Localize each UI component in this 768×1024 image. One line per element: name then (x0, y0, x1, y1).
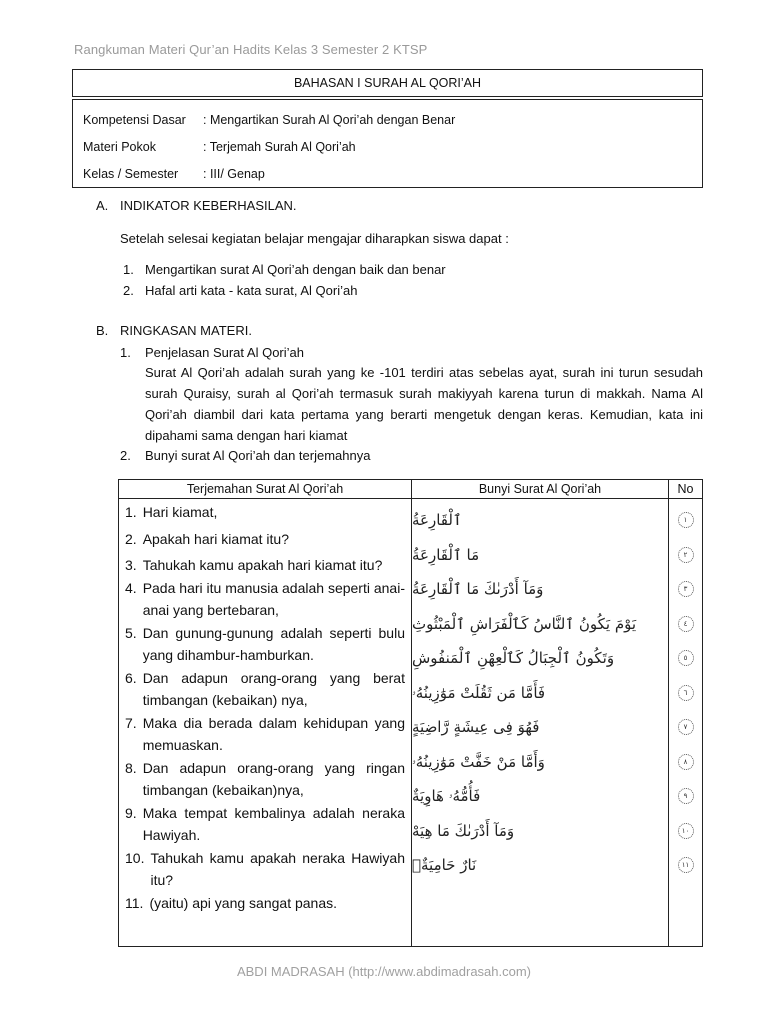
section-a-heading (96, 198, 297, 213)
ayah-marker-icon: ٢ (669, 538, 702, 573)
translation-row: 8. Dan adapun orang-orang yang ringan timbangan (kebaikan)nya, (125, 759, 405, 798)
subsection-title: Penjelasan Surat Al Qori’ah (145, 345, 304, 360)
arabic-verse: نَارٌ حَامِيَةٌۢ (412, 856, 477, 875)
header-arabic: Bunyi Surat Al Qori’ah (412, 480, 669, 498)
indicator-list (123, 259, 446, 301)
info-label: Kelas / Semester (83, 166, 179, 181)
ayah-number-column (669, 499, 702, 947)
ayah-marker-icon: ٤ (669, 607, 702, 642)
info-label: Kompetensi Dasar (83, 112, 186, 127)
ayah-marker-icon: ١ (669, 503, 702, 538)
arabic-verse: فَأُمُّهُۥ هَاوِيَةٌ (412, 787, 481, 806)
ayah-marker-icon: ٣ (669, 572, 702, 607)
ayah-marker-icon: ٧ (669, 710, 702, 745)
ayah-marker-icon: ٨ (669, 745, 702, 780)
subsection-1: 1. Penjelasan Surat Al Qori’ah (120, 345, 304, 360)
translation-row: 3. Tahukah kamu apakah hari kiamat itu? (125, 557, 383, 573)
running-header: Rangkuman Materi Qur’an Hadits Kelas 3 Semester 2 KTSP (74, 42, 428, 57)
ayah-marker-icon: ٩ (669, 779, 702, 814)
translation-row: 7. Maka dia berada dalam kehidupan yang memuaskan. (125, 714, 405, 753)
arabic-column (412, 499, 669, 947)
list-item: 1. Mengartikan surat Al Qori’ah dengan baik dan benar (123, 262, 446, 277)
translation-row: 10. Tahukah kamu apakah neraka Hawiyah itu? (125, 849, 405, 888)
arabic-verse: فَأَمَّا مَن ثَقُلَتْ مَوَٰزِينُهُۥ (412, 683, 546, 702)
info-label: Materi Pokok (83, 139, 156, 154)
info-value: : Mengartikan Surah Al Qori’ah dengan Benar (203, 112, 456, 127)
section-letter: B. (96, 323, 109, 338)
header-no: No (677, 482, 694, 496)
section-letter: A. (96, 198, 109, 213)
info-value: : III/ Genap (203, 166, 265, 181)
table-header (119, 480, 702, 499)
translation-row: 11. (yaitu) api yang sangat panas. (125, 894, 338, 911)
translation-row: 4. Pada hari itu manusia adalah seperti anai-anai yang bertebaran, (125, 579, 405, 618)
section-a-intro: Setelah selesai kegiatan belajar mengajar diharapkan siswa dapat : (120, 231, 509, 246)
section-title: RINGKASAN MATERI. (120, 323, 252, 338)
subsection-2: 2. Bunyi surat Al Qori’ah dan terjemahnya (120, 448, 371, 463)
translation-row: 2. Apakah hari kiamat itu? (125, 530, 289, 547)
info-value: : Terjemah Surah Al Qori’ah (203, 139, 356, 154)
arabic-verse: فَهُوَ فِى عِيشَةٍ رَّاضِيَةٍ (412, 718, 540, 737)
lesson-info-box (72, 99, 703, 188)
translation-row: 6. Dan adapun orang-orang yang berat timbangan (kebaikan) nya, (125, 669, 405, 708)
ayah-marker-icon: ١١ (669, 848, 702, 883)
arabic-verse: وَمَآ أَدْرَىٰكَ مَا هِيَهْ (412, 821, 515, 840)
info-row-kompetensi (83, 106, 702, 133)
ayah-marker-icon: ١٠ (669, 814, 702, 849)
ayah-marker-icon: ٥ (669, 641, 702, 676)
ayah-marker-icon: ٦ (669, 676, 702, 711)
translation-row: 9. Maka tempat kembalinya adalah neraka Hawiyah. (125, 804, 405, 843)
lesson-title-box (72, 69, 703, 97)
translation-row: 5. Dan gunung-gunung adalah seperti bulu yang dihambur-hamburkan. (125, 624, 405, 663)
section-b-heading (96, 323, 252, 338)
translation-row: 1. Hari kiamat, (125, 504, 218, 520)
arabic-verse: وَمَآ أَدْرَىٰكَ مَا ٱلْقَارِعَةُ (412, 580, 544, 599)
arabic-verse: يَوْمَ يَكُونُ ٱلنَّاسُ كَٱلْفَرَاشِ ٱلْمَبْثُوثِ (412, 614, 637, 633)
info-row-kelas (83, 160, 702, 187)
page-footer: ABDI MADRASAH (http://www.abdimadrasah.com) (236, 964, 532, 979)
subsection-title: Bunyi surat Al Qori’ah dan terjemahnya (145, 448, 371, 463)
surah-table (118, 479, 703, 947)
header-translation: Terjemahan Surat Al Qori’ah (119, 480, 412, 498)
arabic-verse: وَتَكُونُ ٱلْجِبَالُ كَٱلْعِهْنِ ٱلْمَنفُوشِ (412, 649, 615, 668)
surah-description: Surat Al Qori’ah adalah surah yang ke -101 terdiri atas sebelas ayat, surah ini turun sesudah surah Quraisy, surah al Qori’ah termasuk surah makiyyah karena turun di makkah. Nama Al Qori’ah diambil dari kata pertama yang berarti mengetuk dengan keras. Kemudian, kata ini dipahami sama dengan hari kiamat (145, 365, 703, 443)
translation-column (119, 499, 412, 947)
section-title: INDIKATOR KEBERHASILAN. (120, 198, 297, 213)
info-row-materi (83, 133, 702, 160)
arabic-verse: مَا ٱلْقَارِعَةُ (412, 545, 480, 564)
lesson-title: BAHASAN I SURAH AL QORI’AH (293, 76, 482, 90)
arabic-verse: ٱلْقَارِعَةُ (412, 511, 462, 530)
list-item: 2. Hafal arti kata - kata surat, Al Qori’ah (123, 283, 358, 298)
arabic-verse: وَأَمَّا مَنْ خَفَّتْ مَوَٰزِينُهُۥ (412, 752, 545, 771)
